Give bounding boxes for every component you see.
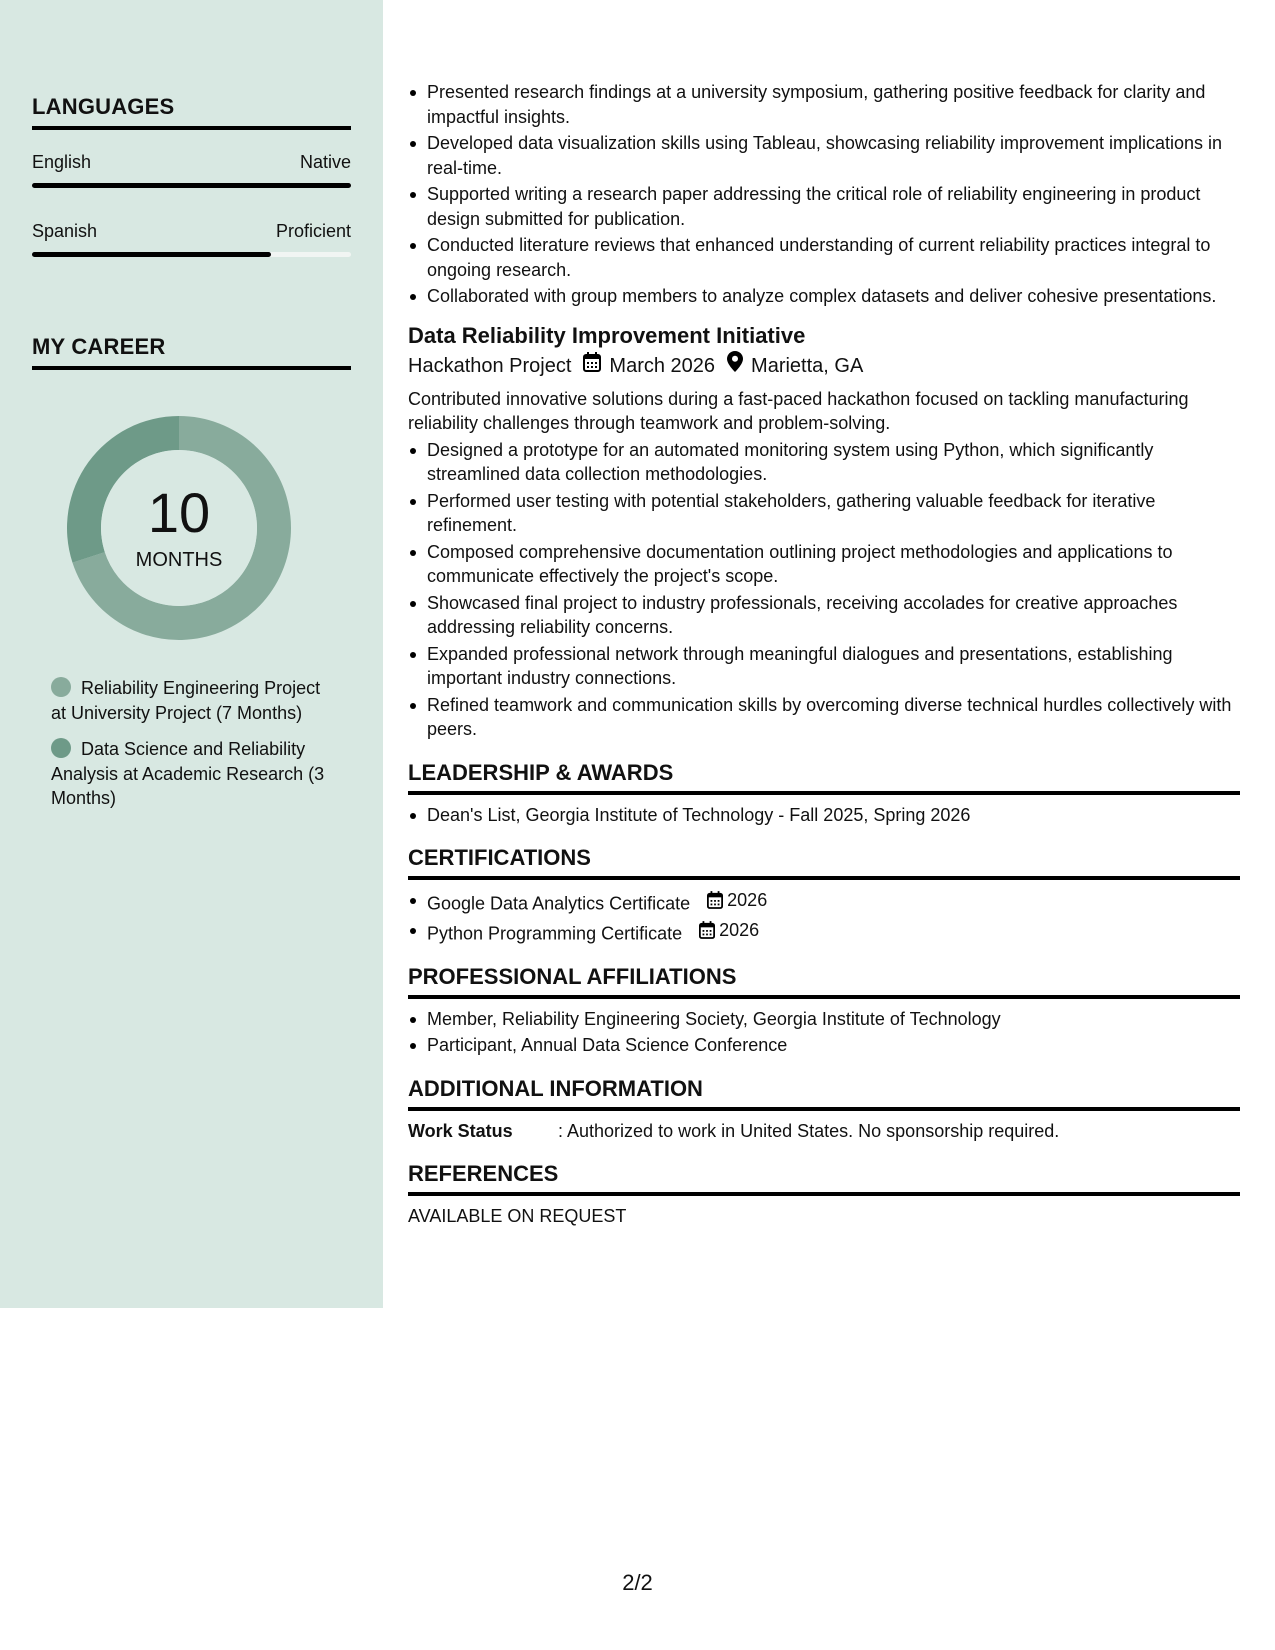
project-bullets bbox=[408, 438, 1240, 742]
list-item: Dean's List, Georgia Institute of Technology - Fall 2025, Spring 2026 bbox=[408, 803, 1240, 828]
main-content bbox=[408, 80, 1240, 1229]
previous-project-bullets bbox=[408, 80, 1240, 309]
additional-info-heading: ADDITIONAL INFORMATION bbox=[408, 1074, 1240, 1111]
list-item: Conducted literature reviews that enhanced understanding of current reliability practices integral to ongoing research. bbox=[408, 233, 1240, 282]
project-type: Hackathon Project bbox=[408, 354, 572, 377]
list-item: Refined teamwork and communication skills by overcoming diverse technical hurdles collectively with peers. bbox=[408, 693, 1240, 742]
list-item: Participant, Annual Data Science Conference bbox=[408, 1033, 1240, 1058]
language-level: Native bbox=[299, 152, 351, 172]
certifications-heading: CERTIFICATIONS bbox=[408, 843, 1240, 880]
career-donut-chart bbox=[66, 415, 292, 641]
list-item: Collaborated with group members to analyze complex datasets and deliver cohesive presentations. bbox=[408, 284, 1240, 309]
certification-name: Python Programming Certificate bbox=[427, 923, 683, 943]
project-description: Contributed innovative solutions during a fast-paced hackathon focused on tackling manufacturing reliability challenges through teamwork and problem-solving. bbox=[408, 388, 1189, 433]
calendar-icon bbox=[583, 351, 601, 381]
certification-year: 2026 bbox=[727, 890, 768, 910]
list-item: Supported writing a research paper addressing the critical role of reliability engineering in product design submitted for publication. bbox=[408, 182, 1240, 231]
language-name: English bbox=[32, 152, 92, 172]
career-total-unit: MONTHS bbox=[135, 549, 223, 571]
certifications-list bbox=[408, 888, 1240, 946]
certification-name: Google Data Analytics Certificate bbox=[427, 893, 691, 914]
references-heading: REFERENCES bbox=[408, 1159, 1240, 1196]
legend-dot bbox=[51, 677, 71, 697]
calendar-icon bbox=[707, 891, 723, 909]
career-total-number: 10 bbox=[147, 481, 211, 544]
list-item: Developed data visualization skills using Tableau, showcasing reliability improvement implications in real-time. bbox=[408, 131, 1240, 180]
list-item: Expanded professional network through meaningful dialogues and presentations, establishing important industry connections. bbox=[408, 642, 1240, 691]
language-row-english bbox=[32, 152, 351, 173]
certification-year: 2026 bbox=[719, 919, 760, 940]
certification-item bbox=[408, 888, 1240, 916]
location-pin-icon bbox=[727, 351, 743, 381]
project-date: March 2026 bbox=[609, 354, 716, 377]
language-bar-english bbox=[32, 183, 351, 188]
leadership-list bbox=[408, 803, 1240, 828]
language-name: Spanish bbox=[32, 221, 98, 241]
affiliations-list bbox=[408, 1007, 1240, 1058]
languages-heading: LANGUAGES bbox=[32, 94, 351, 130]
language-bar-fill bbox=[32, 252, 271, 257]
list-item: Showcased final project to industry professionals, receiving accolades for creative approaches addressing reliability concerns. bbox=[408, 591, 1240, 640]
language-row-spanish bbox=[32, 221, 351, 242]
legend-dot bbox=[51, 738, 71, 758]
career-legend bbox=[51, 676, 331, 823]
list-item: Composed comprehensive documentation outlining project methodologies and applications to communicate effectively the project's scope. bbox=[408, 540, 1240, 589]
language-bar-spanish bbox=[32, 252, 351, 257]
calendar-icon bbox=[699, 921, 715, 939]
certification-date bbox=[707, 888, 767, 913]
page-number: 2/2 bbox=[622, 1570, 653, 1595]
career-legend-label: Data Science and Reliability Analysis at Academic Research (3 Months) bbox=[51, 739, 325, 808]
project-meta bbox=[408, 351, 1240, 381]
leadership-heading: LEADERSHIP & AWARDS bbox=[408, 758, 1240, 795]
language-level: Proficient bbox=[275, 221, 351, 241]
language-bar-fill bbox=[32, 183, 351, 188]
work-status-row bbox=[408, 1119, 1240, 1144]
certification-item bbox=[408, 918, 1240, 946]
references-text: AVAILABLE ON REQUEST bbox=[408, 1206, 627, 1226]
work-status-label: Work Status bbox=[408, 1120, 513, 1141]
career-legend-label: Reliability Engineering Project at University Project (7 Months) bbox=[51, 678, 321, 723]
list-item: Presented research findings at a university symposium, gathering positive feedback for clarity and impactful insights. bbox=[408, 80, 1240, 129]
list-item: Designed a prototype for an automated monitoring system using Python, which significantly streamlined data collection methodologies. bbox=[408, 438, 1240, 487]
project-title: Data Reliability Improvement Initiative bbox=[408, 322, 806, 348]
project-location: Marietta, GA bbox=[751, 354, 864, 377]
career-heading: MY CAREER bbox=[32, 334, 351, 370]
affiliations-heading: PROFESSIONAL AFFILIATIONS bbox=[408, 962, 1240, 999]
list-item: Member, Reliability Engineering Society, Georgia Institute of Technology bbox=[408, 1007, 1240, 1032]
sidebar bbox=[0, 0, 383, 1308]
career-legend-item bbox=[51, 737, 331, 811]
work-status-value: : Authorized to work in United States. No sponsorship required. bbox=[558, 1120, 1060, 1141]
list-item: Performed user testing with potential stakeholders, gathering valuable feedback for iterative refinement. bbox=[408, 489, 1240, 538]
certification-date bbox=[699, 918, 759, 943]
career-legend-item bbox=[51, 676, 331, 725]
